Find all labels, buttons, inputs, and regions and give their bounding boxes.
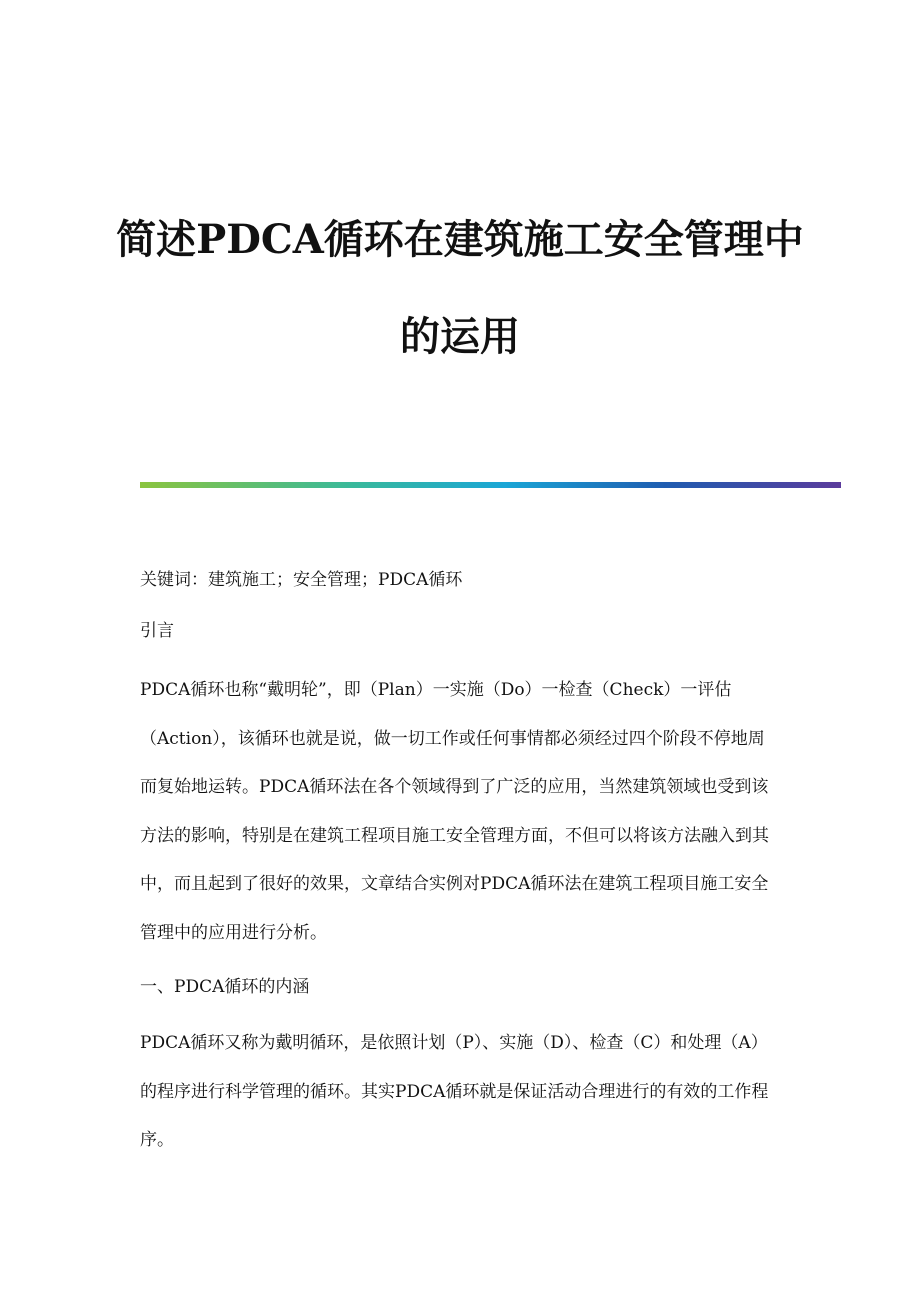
document-title-line-2: 的运用 bbox=[400, 313, 520, 360]
document-title-line-1: 简述PDCA循环在建筑施工安全管理中 bbox=[116, 216, 804, 263]
section-1-paragraph: PDCA循环又称为戴明循环，是依照计划（P）、实施（D）、检查（C）和处理（A）的程序进行科学管理的循环。其实PDCA循环就是保证活动合理进行的有效的工作程序。 bbox=[140, 1033, 769, 1150]
intro-paragraph: PDCA循环也称“戴明轮”，即（Plan）一实施（Do）一检查（Check）一评估（Action），该循环也就是说，做一切工作或任何事情都必须经过四个阶段不停地周而复始地运转。PDCA循环法在各个领域得到了广泛的应用，当然建筑领域也受到该方法的影响，特别是在建筑工程项目施工安全管理方面，不但可以将该方法融入到其中，而且起到了很好的效果，文章结合实例对PDCA循环法在建筑工程项目施工安全管理中的应用进行分析。 bbox=[140, 680, 769, 943]
gradient-divider bbox=[140, 482, 841, 488]
section-1-heading: 一、PDCA循环的内涵 bbox=[140, 977, 310, 997]
intro-heading: 引言 bbox=[140, 621, 174, 641]
keywords-line: 关键词：建筑施工；安全管理；PDCA循环 bbox=[140, 570, 463, 590]
